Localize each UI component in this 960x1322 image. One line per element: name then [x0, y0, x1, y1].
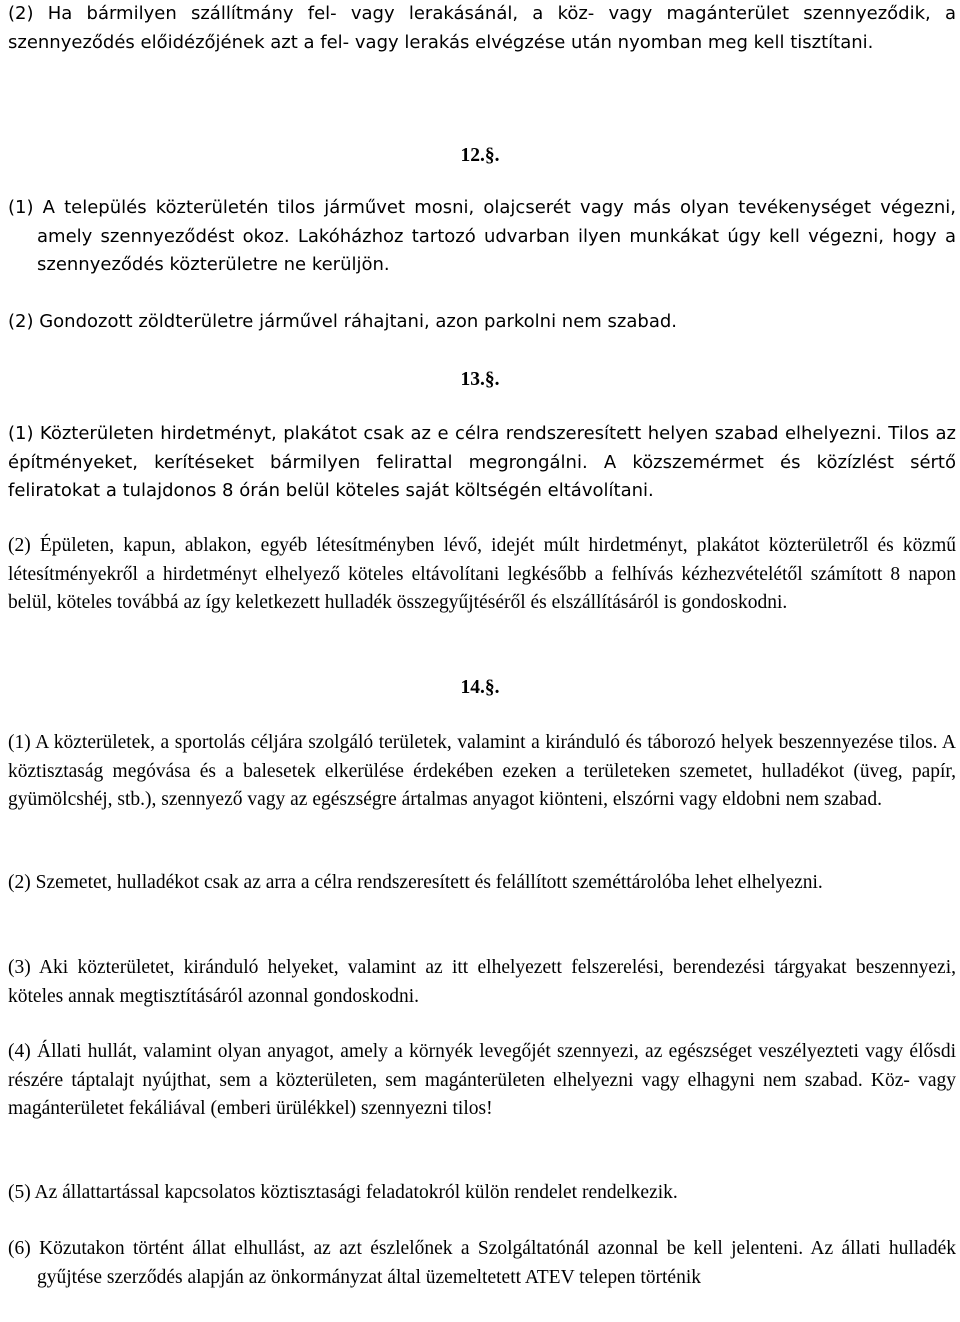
- paragraph-11-2: (2) Ha bármilyen szállítmány fel- vagy lerakásánál, a köz- vagy magánterület szennyeződik, a szennyeződés előidézőjének azt a fel- vagy lerakás elvégzése után nyomban meg kell tisztítani.: [8, 3, 956, 53]
- paragraph-14-4: (4) Állati hullát, valamint olyan anyagot, amely a környék levegőjét szennyezi, az egészséget veszélyezteti vagy élősdi részére táptalajt nyújthat, sem a közterületen, sem magánterületen elhelyezni vagy elhagyni nem szabad. Köz- vagy magánterületet fekáliával (emberi ürülékkel) szennyezni tilos!: [8, 1041, 956, 1119]
- section-heading-13: 13.§.: [460, 369, 500, 390]
- paragraph-14-3: (3) Aki közterületet, kiránduló helyeket, valamint az itt elhelyezett felszerelési, berendezési tárgyakat beszennyezi, köteles annak megtisztításáról azonnal gondoskodni.: [8, 957, 956, 1007]
- paragraph-14-2: (2) Szemetet, hulladékot csak az arra a célra rendszeresített és felállított szeméttárolóba lehet elhelyezni.: [8, 872, 823, 893]
- paragraph-12-1-text: (1) A település közterületén tilos járművet mosni, olajcserét vagy más olyan tevékenységet végezni, amely szennyeződést okoz. Lakóházhoz tartozó udvarban ilyen munkákat úgy kell végezni, hogy a szennyeződés közterületre ne kerüljön.: [8, 197, 956, 275]
- paragraph-14-6-text: (6) Közutakon történt állat elhullást, az azt észlelőnek a Szolgáltatónál azonnal be kell jelenteni. Az állati hulladék gyűjtése szerződés alapján az önkormányzat által üzemeltetett ATEV telepen történik: [8, 1238, 956, 1288]
- paragraph-14-5: (5) Az állattartással kapcsolatos köztisztasági feladatokról külön rendelet rendelkezik.: [8, 1182, 678, 1203]
- paragraph-13-1: (1) Közterületen hirdetményt, plakátot csak az e célra rendszeresített helyen szabad elhelyezni. Tilos az építményeket, kerítéseket bármilyen felirattal megrongálni. A közszemérmet és közízlést sértő feliratokat a tulajdonos 8 órán belül köteles saját költségén eltávolítani.: [8, 423, 956, 501]
- paragraph-12-1: [8, 194, 956, 280]
- paragraph-14-1: (1) A közterületek, a sportolás céljára szolgáló területek, valamint a kiránduló és táborozó helyek beszennyezése tilos. A köztisztaság megóvása és a balesetek elkerülése érdekében ezeken a területeken szemetet, hulladékot (üveg, papír, gyümölcshéj, stb.), szennyező vagy az egészségre ártalmas anyagot kiönteni, elszórni vagy eldobni nem szabad.: [8, 732, 956, 810]
- section-heading-12: 12.§.: [460, 145, 500, 166]
- section-heading-14: 14.§.: [460, 677, 500, 698]
- paragraph-14-6: [8, 1235, 956, 1292]
- paragraph-13-2: (2) Épületen, kapun, ablakon, egyéb létesítményben lévő, idejét múlt hirdetményt, plakátot közterületről és közmű létesítményekről a hirdetményt elhelyező köteles eltávolítani legkésőbb a felhívás kézhezvételétől számított 8 napon belül, köteles továbbá az így keletkezett hulladék összegyűjtéséről és elszállításáról is gondoskodni.: [8, 535, 956, 613]
- paragraph-12-2: (2) Gondozott zöldterületre járművel ráhajtani, azon parkolni nem szabad.: [8, 311, 678, 332]
